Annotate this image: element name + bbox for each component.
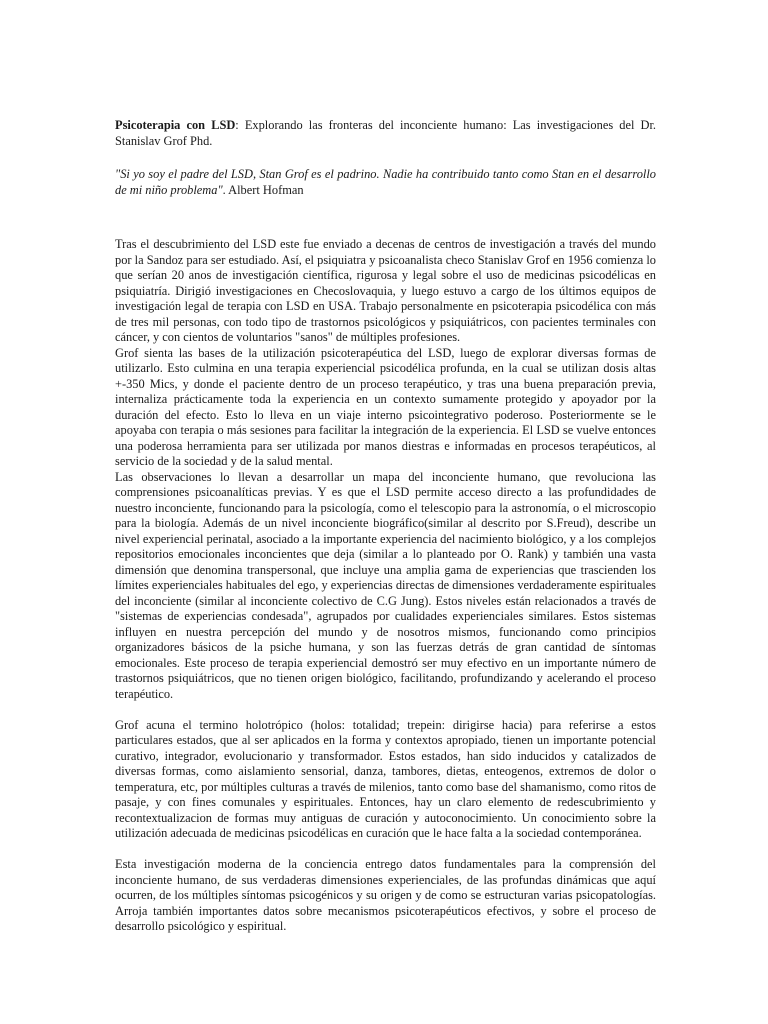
paragraph-unconscious-map: Las observaciones lo llevan a desarrollar un mapa del inconciente humano, que revoluciona las comprensiones psicoanalíticas previas. Y es que el LSD permite acceso directo a las profundidades de nuestro inconciente, funcionando para la psicología, como el telescopio para la astronomía, o el microscopio para la biología. Además de un nivel inconciente biográfico(similar al descrito por S.Freud), describe un nivel experiencial perinatal, asociado a la importante experiencia del nacimiento biológico, y a los complejos repositorios emocionales inconcientes que deja (similar a lo planteado por O. Rank) y también una vasta dimensión que denomina transpersonal, que incluye una amplia gama de experiencias que trascienden los límites experienciales habituales del ego, y experiencias directas de dimensiones verdaderamente espirituales del inconciente (similar al inconciente colectivo de C.G Jung). Estos niveles están relacionados a través de "sistemas de experiencias condesada", agrupados por cualidades experienciales similares. Estos sistemas influyen en nuestra percepción del mundo y de nosotros mismos, funcionando como principios organizadores básicos de la psiche humana, y son las fuerzas detrás de gran cantidad de síntomas emocionales. Este proceso de terapia experiencial demostró ser muy efectivo en un importante número de trastornos psiquiátricos, que no tienen origen biológico, facilitando, profundizando y acelerando el proceso terapéutico. xyxy=(115,469,656,701)
document-title xyxy=(115,118,656,149)
paragraph-consciousness-research: Esta investigación moderna de la conciencia entrego datos fundamentales para la comprensión del inconciente humano, de sus verdaderas dimensiones experienciales, de las profundas dinámicas que aquí ocurren, de los múltiples síntomas psicogénicos y su origen y de como se estructuran varias psicopatologías. Arroja también importantes datos sobre mecanismos psicoterapéuticos efectivos, y sobre el proceso de desarrollo psicológico y espiritual. xyxy=(115,857,656,933)
quote-author: . Albert Hofman xyxy=(222,182,304,197)
title-subtitle: : Explorando las fronteras del inconciente humano: Las investigaciones del Dr. Stanislav Grof Phd. xyxy=(115,118,656,148)
document-page xyxy=(115,118,656,935)
quote-text: "Si yo soy el padre del LSD, Stan Grof es el padrino. Nadie ha contribuido tanto como Stan en el desarrollo de mi niño problema" xyxy=(115,167,656,197)
paragraph-holotropic: Grof acuna el termino holotrópico (holos: totalidad; trepein: dirigirse hacia) para referirse a estos particulares estados, que al ser aplicados en la forma y contextos apropiado, tienen un importante potencial curativo, integrador, evolucionario y transformador. Estos estados, han sido inducidos y catalizados de diversas formas, como aislamiento sensorial, danza, tambores, dietas, enteogenos, extremos de dolor o temperatura, etc, por múltiples culturas a través de milenios, tanto como base del shamanismo, como ritos de pasaje, y con fines comunales y espirituales. Entonces, hay un claro elemento de redescubrimiento y recontextualizacion de formas muy antiguas de curación y autoconocimiento. Un conocimiento sobre la utilización adecuada de medicinas psicodélicas en curación que le hace falta a la sociedad contemporánea. xyxy=(115,717,656,840)
epigraph-quote xyxy=(115,167,656,198)
paragraph-grof-therapy: Grof sienta las bases de la utilización psicoterapéutica del LSD, luego de explorar diversas formas de utilizarlo. Esto culmina en una terapia experiencial psicodélica profunda, en la cual se utilizan dosis altas +-350 Mics, y donde el paciente dentro de un proceso terapéutico, y tras una buena preparación previa, internaliza prácticamente toda la experiencia en un contexto sumamente protegido y apoyador por la duración del efecto. Esto lo lleva en un viaje interno psicointegrativo poderoso. Posteriormente se le apoyaba con terapia o más sesiones para facilitar la integración de la experiencia. El LSD se vuelve entonces una poderosa herramienta para ser utilizada por manos diestras e informadas en procesos terapéuticos, al servicio de la sociedad y de la salud mental. xyxy=(115,345,656,468)
paragraph-lsd-discovery: Tras el descubrimiento del LSD este fue enviado a decenas de centros de investigación a través del mundo por la Sandoz para ser estudiado. Así, el psiquiatra y psicoanalista checo Stanislav Grof en 1956 comienza lo que serían 20 anos de investigación científica, rigurosa y legal sobre el uso de medicinas psicodélicas en psiquiatría. Dirigió investigaciones en Checoslovaquia, y luego estuvo a cargo de los últimos equipos de investigación legal de terapia con LSD en USA. Trabajo personalmente en psicoterapia psicodélica con más de tres mil personas, con todo tipo de trastornos psicológicos y psiquiátricos, con pacientes terminales con cáncer, y con cientos de voluntarios "sanos" de múltiples profesiones. xyxy=(115,237,656,344)
title-bold: Psicoterapia con LSD xyxy=(115,118,236,132)
